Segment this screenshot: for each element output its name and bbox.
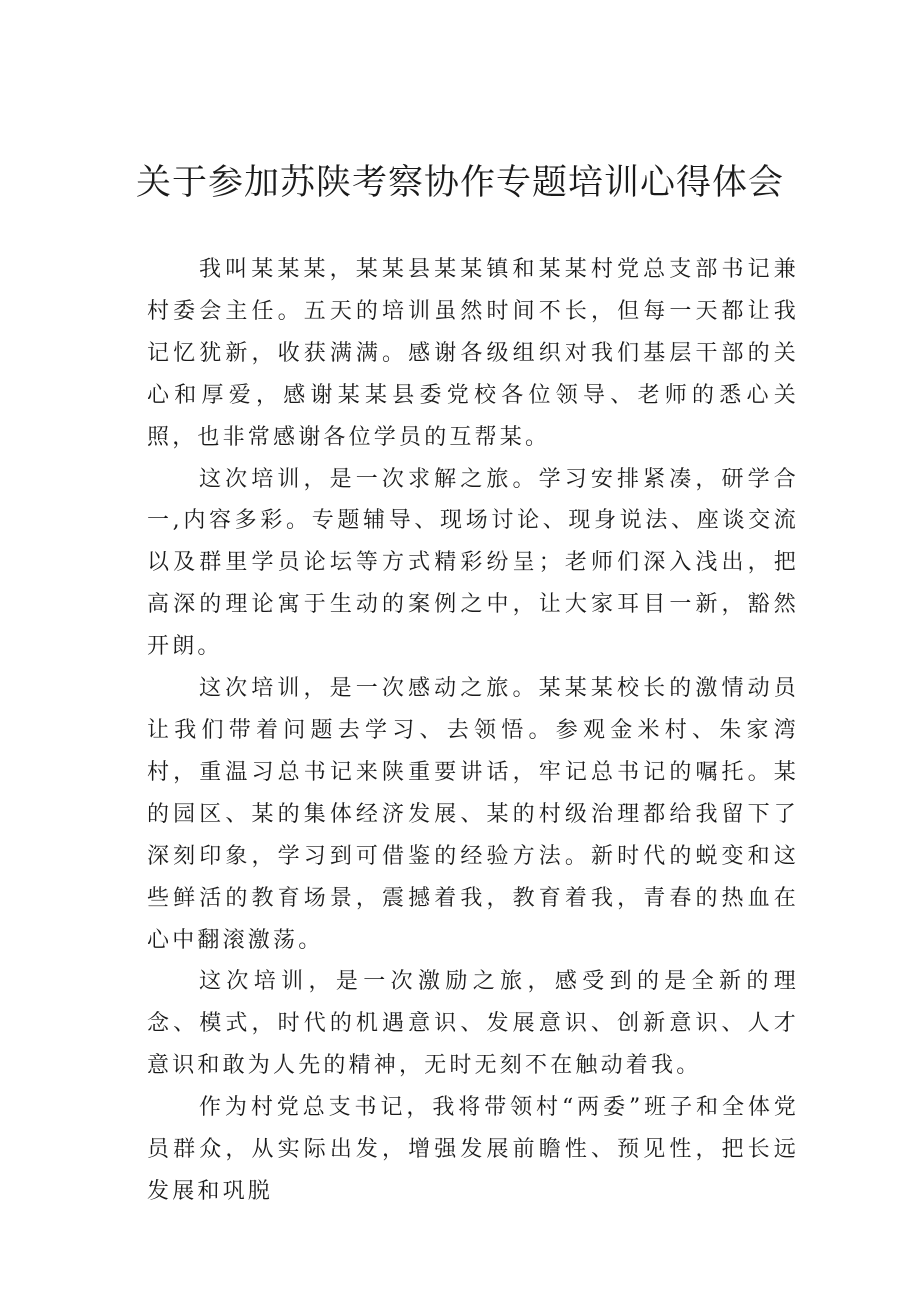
paragraph-introduction: 我叫某某某，某某县某某镇和某某村党总支部书记兼村委会主任。五天的培训虽然时间不长，但每一天都让我记忆犹新，收获满满。感谢各级组织对我们基层干部的关心和厚爱，感谢某某县委党校各位领导、老师的悉心关照，也非常感谢各位学员的互帮某。: [147, 257, 799, 450]
paragraph-journey-of-emotion: 这次培训，是一次感动之旅。某某某校长的激情动员让我们带着问题去学习、去领悟。参观金米村、朱家湾村，重温习总书记来陕重要讲话，牢记总书记的嘱托。某的园区、某的集体经济发展、某的村级治理都给我留下了深刻印象，学习到可借鉴的经验方法。新时代的蜕变和这些鲜活的教育场景，震撼着我，教育着我，青春的热血在心中翻滚激荡。: [147, 676, 799, 953]
document-body: [147, 249, 799, 1213]
paragraph-journey-of-inquiry: 这次培训，是一次求解之旅。学习安排紧凑，研学合一,内容多彩。专题辅导、现场讨论、现身说法、座谈交流以及群里学员论坛等方式精彩纷呈；老师们深入浅出，把高深的理论寓于生动的案例之中，让大家耳目一新，豁然开朗。: [147, 466, 799, 660]
paragraph-commitment: 作为村党总支书记，我将带领村“两委”班子和全体党员群众，从实际出发，增强发展前瞻性、预见性，把长远发展和巩脱: [147, 1095, 799, 1204]
paragraph-journey-of-inspiration: 这次培训，是一次激励之旅，感受到的是全新的理念、模式，时代的机遇意识、发展意识、创新意识、人才意识和敢为人先的精神，无时无刻不在触动着我。: [147, 969, 799, 1079]
document-title: 关于参加苏陕考察协作专题培训心得体会: [135, 163, 784, 203]
